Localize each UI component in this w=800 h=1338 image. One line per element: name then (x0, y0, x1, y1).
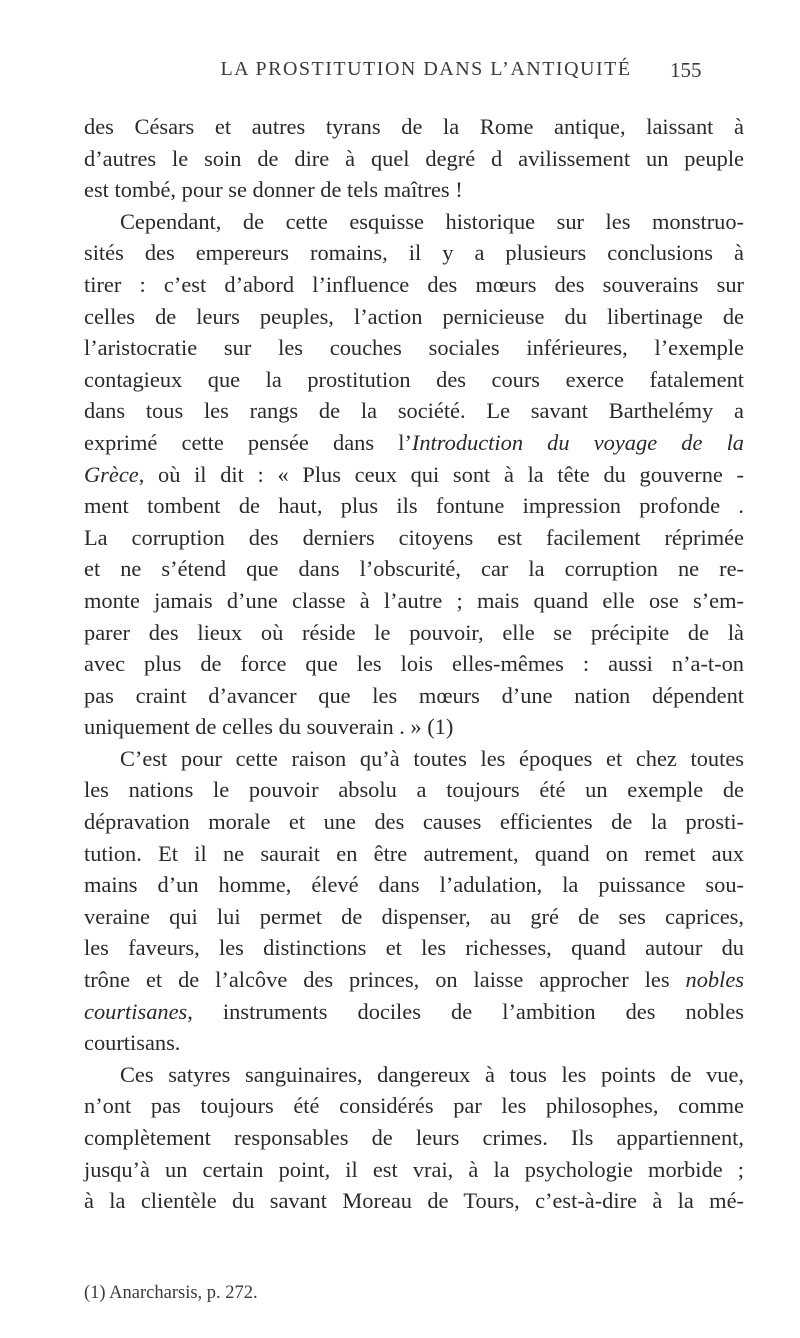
text-line: est tombé, pour se donner de tels maîtres ! (84, 177, 463, 203)
text-line: dépravation morale et une des causes efficientes de la prosti- (84, 809, 744, 835)
italic-text: Introduction du voyage de la (411, 429, 744, 455)
text-line: courtisans. (84, 1030, 181, 1056)
text-line: dans tous les rangs de la société. Le savant Barthelémy a (84, 398, 744, 424)
text-line: Cependant, de cette esquisse historique sur les monstruo- (120, 208, 744, 234)
text-line: tution. Et il ne saurait en être autrement, quand on remet aux (84, 840, 744, 866)
text-line: à la clientèle du savant Moreau de Tours, c’est-à-dire à la mé- (84, 1188, 744, 1214)
footnote: (1) Anarcharsis, p. 272. (84, 1283, 258, 1303)
text-line: courtisanes, instruments dociles de l’ambition des nobles (84, 998, 744, 1024)
text-line: des Césars et autres tyrans de la Rome antique, laissant à (84, 114, 744, 139)
text-line: mains d’un homme, élevé dans l’adulation, la puissance sou- (84, 872, 744, 898)
text-line: trône et de l’alcôve des princes, on laisse approcher les nobles (84, 967, 744, 993)
text-line: d’autres le soin de dire à quel degré d avilissement un peuple (84, 145, 744, 171)
text-line: n’ont pas toujours été considérés par les philosophes, comme (84, 1093, 744, 1119)
text-line: contagieux que la prostitution des cours exerce fatalement (84, 366, 744, 392)
text-line: l’aristocratie sur les couches sociales inférieures, l’exemple (84, 335, 744, 361)
italic-text: Grèce (84, 461, 139, 487)
running-head (0, 58, 800, 98)
italic-text: courtisanes (84, 998, 188, 1024)
text-line: les faveurs, les distinctions et les richesses, quand autour du (84, 935, 744, 961)
running-title: LA PROSTITUTION DANS L’ANTIQUITÉ (220, 58, 632, 80)
text-line: avec plus de force que les lois elles-mêmes : aussi n’a-t-on (84, 651, 744, 677)
text-line: sités des empereurs romains, il y a plusieurs conclusions à (84, 240, 744, 266)
text-line: C’est pour cette raison qu’à toutes les époques et chez toutes (120, 745, 744, 771)
text-line: complètement responsables de leurs crimes. Ils appartiennent, (84, 1125, 744, 1150)
text-line: tirer : c’est d’abord l’influence des mœurs des souverains sur (84, 271, 744, 297)
text-line: ment tombent de haut, plus ils fontune impression profonde . (84, 493, 744, 519)
text-line: Ces satyres sanguinaires, dangereux à tous les points de vue, (120, 1061, 744, 1087)
text-line: et ne s’étend que dans l’obscurité, car la corruption ne re- (84, 556, 744, 582)
text-line: parer des lieux où réside le pouvoir, elle se précipite de là (84, 619, 744, 645)
body-text (84, 111, 744, 1217)
text-line: les nations le pouvoir absolu a toujours été un exemple de (84, 777, 744, 803)
text-line: veraine qui lui permet de dispenser, au gré de ses caprices, (84, 903, 744, 929)
text-line: uniquement de celles du souverain . » (1) (84, 714, 454, 740)
text-line: exprimé cette pensée dans l’Introduction du voyage de la (84, 429, 744, 455)
text-line: Grèce, où il dit : « Plus ceux qui sont à la tête du gouverne - (84, 461, 744, 487)
text-line: celles de leurs peuples, l’action pernicieuse du libertinage de (84, 303, 744, 329)
page-number: 155 (670, 58, 702, 82)
text-line: jusqu’à un certain point, il est vrai, à la psychologie morbide ; (84, 1156, 744, 1182)
text-line: pas craint d’avancer que les mœurs d’une nation dépendent (84, 682, 744, 708)
text-line: La corruption des derniers citoyens est facilement réprimée (84, 524, 744, 550)
italic-text: nobles (685, 967, 744, 993)
text-line: monte jamais d’une classe à l’autre ; mais quand elle ose s’em- (84, 587, 744, 613)
